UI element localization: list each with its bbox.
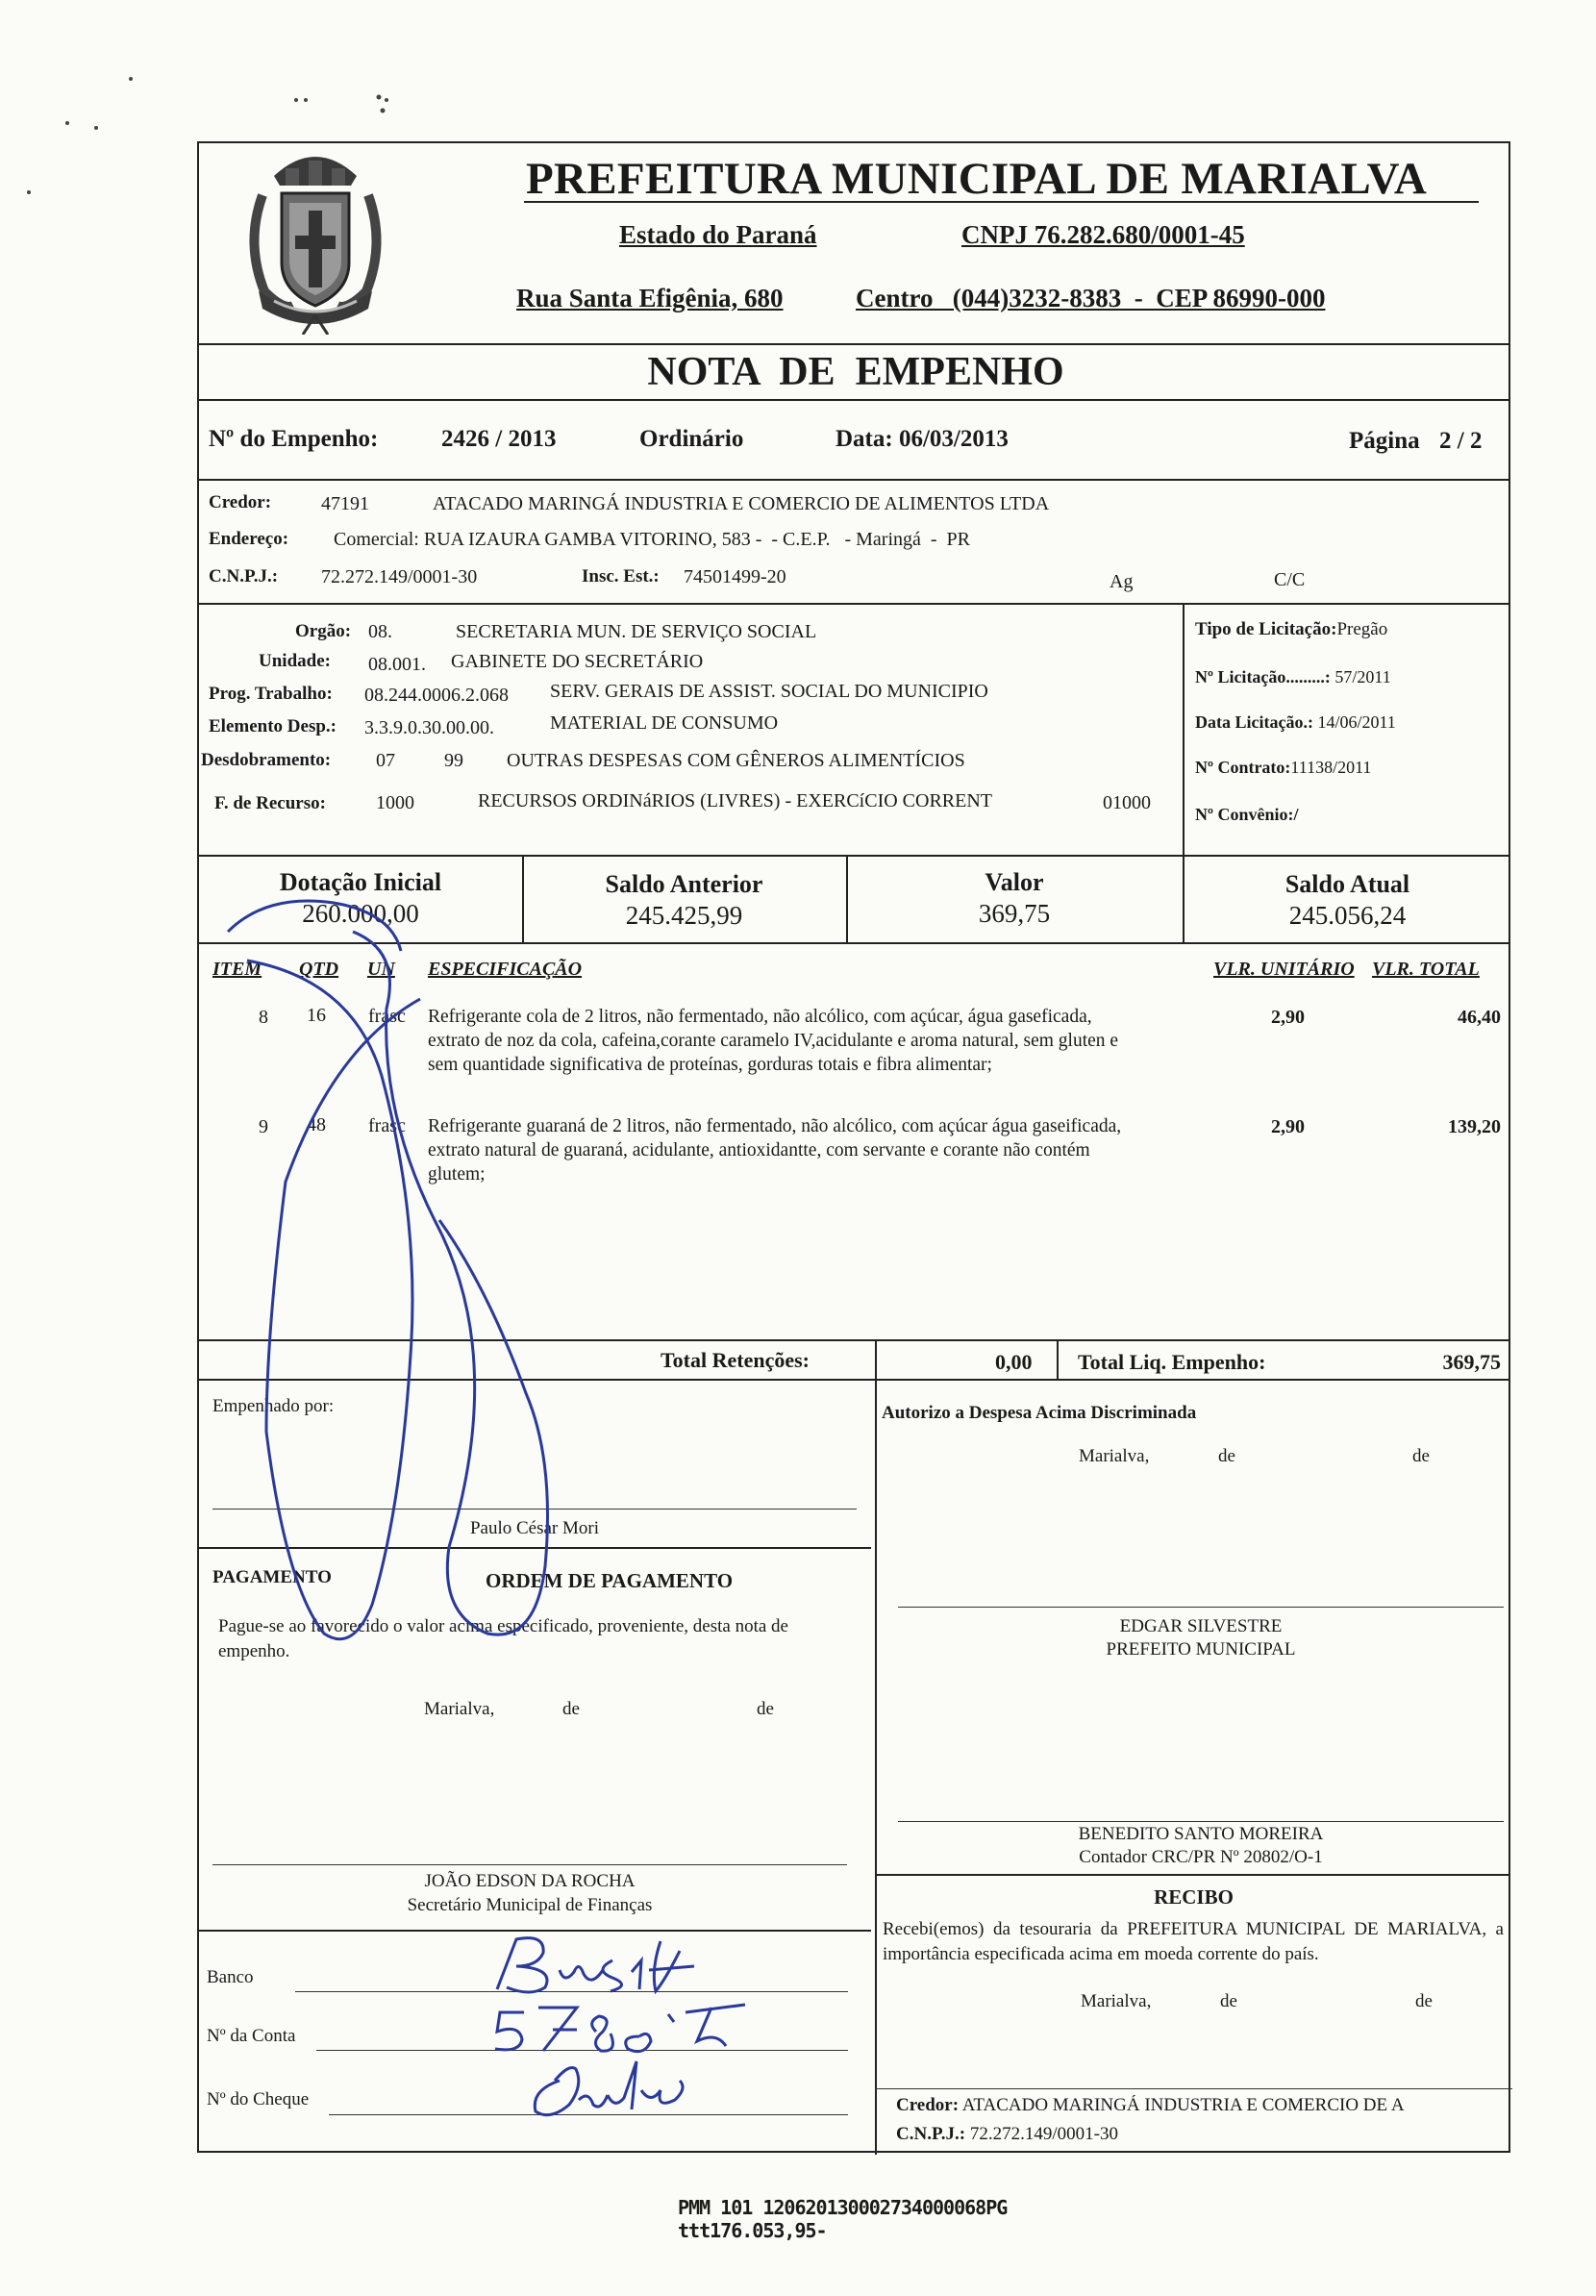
desdobramento-label: Desdobramento: <box>201 750 332 770</box>
divider <box>199 343 1509 345</box>
prefeito-name: EDGAR SILVESTRE <box>1119 1616 1283 1636</box>
empenho-date: Data: 06/03/2013 <box>835 426 1009 452</box>
unidade-name: GABINETE DO SECRETÁRIO <box>451 651 704 672</box>
prefeito-role: PREFEITO MUNICIPAL <box>1106 1639 1296 1660</box>
credor-insc: 74501499-20 <box>684 566 786 587</box>
banco-handwriting <box>487 1932 718 1999</box>
item-2-unit: frasc <box>368 1115 406 1136</box>
orgao-name: SECRETARIA MUN. DE SERVIÇO SOCIAL <box>456 621 817 642</box>
conta-handwriting <box>486 1993 764 2060</box>
convenio-label: Nº Convênio:/ <box>1195 805 1299 824</box>
item-1-unit-price: 2,90 <box>1271 1007 1305 1028</box>
col-un: UN <box>367 959 395 980</box>
desdobramento-name: OUTRAS DESPESAS COM GÊNEROS ALIMENTÍCIOS <box>507 750 965 771</box>
col-unit-value: VLR. UNITÁRIO <box>1213 959 1355 980</box>
nota-de-empenho-document <box>197 141 1510 2153</box>
recibo-credor <box>896 2095 1502 2116</box>
orgao-code: 08. <box>368 621 392 642</box>
dotacao-label: Dotação Inicial <box>279 868 442 896</box>
saldo-anterior-value: 245.425,99 <box>625 901 743 930</box>
recibo-city: Marialva, <box>1081 1991 1152 2011</box>
pagamento-city: Marialva, <box>424 1699 495 1719</box>
cnpj-label: C.N.P.J.: <box>209 566 279 586</box>
divider <box>1057 1339 1059 1379</box>
item-1-qtd: 16 <box>307 1005 326 1026</box>
credor-cnpj: 72.272.149/0001-30 <box>321 566 478 587</box>
pagamento-de-2: de <box>757 1699 774 1719</box>
divider <box>199 479 1509 481</box>
col-spec: ESPECIFICAÇÃO <box>428 959 583 980</box>
divider <box>199 603 1509 605</box>
divider <box>875 1874 1509 1876</box>
item-1-number: 8 <box>259 1007 268 1028</box>
licitacao-tipo <box>1195 619 1387 640</box>
recibo-credor-name: ATACADO MARINGÁ INDUSTRIA E COMERCIO DE A <box>961 2095 1405 2115</box>
prog-code: 08.244.0006.2.068 <box>364 685 509 706</box>
recibo-de-1: de <box>1220 1991 1237 2011</box>
contrato-label: Nº Contrato: <box>1195 758 1291 777</box>
recibo-cnpj-label: C.N.P.J.: <box>896 2124 966 2144</box>
recurso-label: F. de Recurso: <box>214 793 326 813</box>
signature-line <box>898 1821 1504 1822</box>
desdobramento-code-2: 99 <box>444 750 463 771</box>
account-label: C/C <box>1274 569 1306 590</box>
elem-code: 3.3.9.0.30.00.00. <box>364 717 494 738</box>
liquido-label: Total Liq. Empenho: <box>1078 1350 1266 1374</box>
recibo-cnpj-value: 72.272.149/0001-30 <box>969 2124 1118 2144</box>
recibo-de-2: de <box>1415 1991 1433 2011</box>
item-1-spec: Refrigerante cola de 2 litros, não fermentado, não alcólico, com açúcar, água gaseficada, extrato de noz da cola, cafeina,corante caramelo IV,acidulante e aroma natural, sem gluten e sem quantidade significativa de proteínas, gorduras totais e fibra alimentar; <box>428 1007 1119 1075</box>
recibo-cnpj <box>896 2124 1118 2145</box>
autorizo-text: Autorizo a Despesa Acima Discriminada <box>882 1403 1197 1423</box>
empenho-type: Ordinário <box>639 426 744 452</box>
pagamento-text: Pague-se ao favorecido o valor acima especificado, proveniente, desta nota de empenho. <box>218 1616 788 1661</box>
secretario-role: Secretário Municipal de Finanças <box>407 1895 653 1915</box>
pagamento-de-1: de <box>562 1699 580 1719</box>
address-header: Rua Santa Efigênia, 680 <box>516 284 784 312</box>
state-name: Estado do Paraná <box>619 220 817 249</box>
col-qtd: QTD <box>299 959 339 980</box>
contador-name: BENEDITO SANTO MOREIRA <box>1078 1824 1324 1844</box>
cheque-label: Nº do Cheque <box>207 2089 310 2109</box>
retencoes-label: Total Retenções: <box>661 1348 810 1372</box>
liquido-value: 369,75 <box>1442 1350 1501 1374</box>
valor-label: Valor <box>985 868 1044 896</box>
empenhado-label: Empenhado por: <box>212 1396 335 1416</box>
secretario-name: JOÃO EDSON DA ROCHA <box>424 1871 636 1891</box>
signature-line <box>898 1607 1504 1608</box>
page-number: 2 / 2 <box>1439 428 1483 454</box>
cnpj-header: CNPJ 76.282.680/0001-45 <box>961 220 1245 249</box>
elem-name: MATERIAL DE CONSUMO <box>550 712 779 734</box>
title-underline <box>524 201 1479 203</box>
recibo-title: RECIBO <box>1154 1885 1234 1909</box>
saldo-atual-label: Saldo Atual <box>1284 870 1410 898</box>
empenho-number-label: Nº do Empenho: <box>209 426 379 452</box>
dotacao-value: 260.000,00 <box>302 899 419 928</box>
licitacao-data-label: Data Licitação.: <box>1195 712 1313 732</box>
coat-of-arms-logo <box>236 147 395 335</box>
col-total-value: VLR. TOTAL <box>1372 959 1480 980</box>
recibo-credor-label: Credor: <box>896 2095 960 2115</box>
prog-label: Prog. Trabalho: <box>209 684 333 704</box>
credor-address: Comercial: RUA IZAURA GAMBA VITORINO, 583 - - C.E.P. - Maringá - PR <box>334 529 971 550</box>
licitacao-data-value: 14/06/2011 <box>1317 712 1396 732</box>
ordem-pagamento-title: ORDEM DE PAGAMENTO <box>486 1569 734 1592</box>
item-2-qtd: 48 <box>307 1114 326 1136</box>
recurso-code: 1000 <box>376 792 414 813</box>
orgao-label: Orgão: <box>295 621 352 641</box>
footer-code: PMM 101 120620130002734000068PG ttt176.053,95- <box>678 2196 1008 2242</box>
unidade-label: Unidade: <box>259 651 331 671</box>
valor-value: 369,75 <box>978 899 1051 928</box>
contrato-value: 11138/2011 <box>1290 758 1372 777</box>
unidade-code: 08.001. <box>368 654 426 675</box>
desdobramento-code-1: 07 <box>376 750 395 771</box>
credor-label: Credor: <box>209 492 272 512</box>
credor-name: ATACADO MARINGÁ INDUSTRIA E COMERCIO DE ALIMENTOS LTDA <box>433 493 1050 514</box>
autorizo-city: Marialva, <box>1079 1446 1150 1466</box>
licitacao-contrato <box>1195 758 1371 778</box>
item-2-unit-price: 2,90 <box>1271 1116 1305 1137</box>
empenho-number: 2426 / 2013 <box>441 426 557 452</box>
saldo-atual-value: 245.056,24 <box>1288 901 1407 930</box>
item-2-number: 9 <box>259 1116 268 1137</box>
item-1-unit: frasc <box>368 1006 406 1027</box>
signature-line <box>875 2088 1512 2089</box>
contador-role: Contador CRC/PR Nº 20802/O-1 <box>1079 1847 1323 1867</box>
recibo-text: Recebi(emos) da tesouraria da PREFEITURA MUNICIPAL DE MARIALVA, a importância especificada acima em moeda corrente do país. <box>883 1919 1504 1964</box>
page-label: Página <box>1349 428 1420 454</box>
recurso-name: RECURSOS ORDINáRIOS (LIVRES) - EXERCíCIO CORRENT <box>478 790 993 811</box>
conta-label: Nº da Conta <box>207 2026 296 2046</box>
recurso-code-2: 01000 <box>1103 792 1151 813</box>
item-2-spec: Refrigerante guaraná de 2 litros, não fermentado, não alcólico, com açúcar água gaseificada, extrato natural de guaraná, acidulante, antioxidantte, com servante e corante não contém glutem; <box>428 1116 1122 1185</box>
autorizo-de-1: de <box>1218 1446 1235 1466</box>
empenhado-name: Paulo César Mori <box>469 1518 600 1538</box>
insc-label: Insc. Est.: <box>582 566 660 586</box>
municipality-title: PREFEITURA MUNICIPAL DE MARIALVA <box>526 154 1428 204</box>
item-1-total: 46,40 <box>1458 1007 1501 1028</box>
signature-stroke <box>189 855 612 1653</box>
cheque-handwriting <box>362 2052 728 2124</box>
divider <box>1183 603 1185 855</box>
autorizo-de-2: de <box>1412 1446 1430 1466</box>
licitacao-numero-value: 57/2011 <box>1334 667 1391 686</box>
col-item: ITEM <box>212 959 262 980</box>
elem-label: Elemento Desp.: <box>209 716 337 736</box>
agency-label: Ag <box>1110 571 1134 592</box>
address-label: Endereço: <box>209 529 289 549</box>
licitacao-data <box>1195 712 1396 733</box>
licitacao-numero <box>1195 667 1391 687</box>
credor-code: 47191 <box>321 493 369 514</box>
retencoes-value: 0,00 <box>995 1350 1033 1374</box>
item-2-total: 139,20 <box>1448 1116 1501 1137</box>
divider <box>199 399 1509 401</box>
divider <box>875 1339 877 1379</box>
prog-name: SERV. GERAIS DE ASSIST. SOCIAL DO MUNICIPIO <box>550 681 988 702</box>
saldo-anterior-label: Saldo Anterior <box>605 870 763 898</box>
licitacao-tipo-value: Pregão <box>1336 619 1388 639</box>
document-title: NOTA DE EMPENHO <box>647 350 1064 394</box>
licitacao-tipo-label: Tipo de Licitação: <box>1195 619 1337 639</box>
signature-line <box>212 1864 847 1865</box>
pagamento-label: PAGAMENTO <box>212 1567 332 1587</box>
banco-label: Banco <box>207 1967 254 1987</box>
divider <box>875 1379 877 2155</box>
licitacao-numero-label: Nº Licitação.........: <box>1195 667 1331 686</box>
contact-header: Centro (044)3232-8383 - CEP 86990-000 <box>856 284 1326 312</box>
